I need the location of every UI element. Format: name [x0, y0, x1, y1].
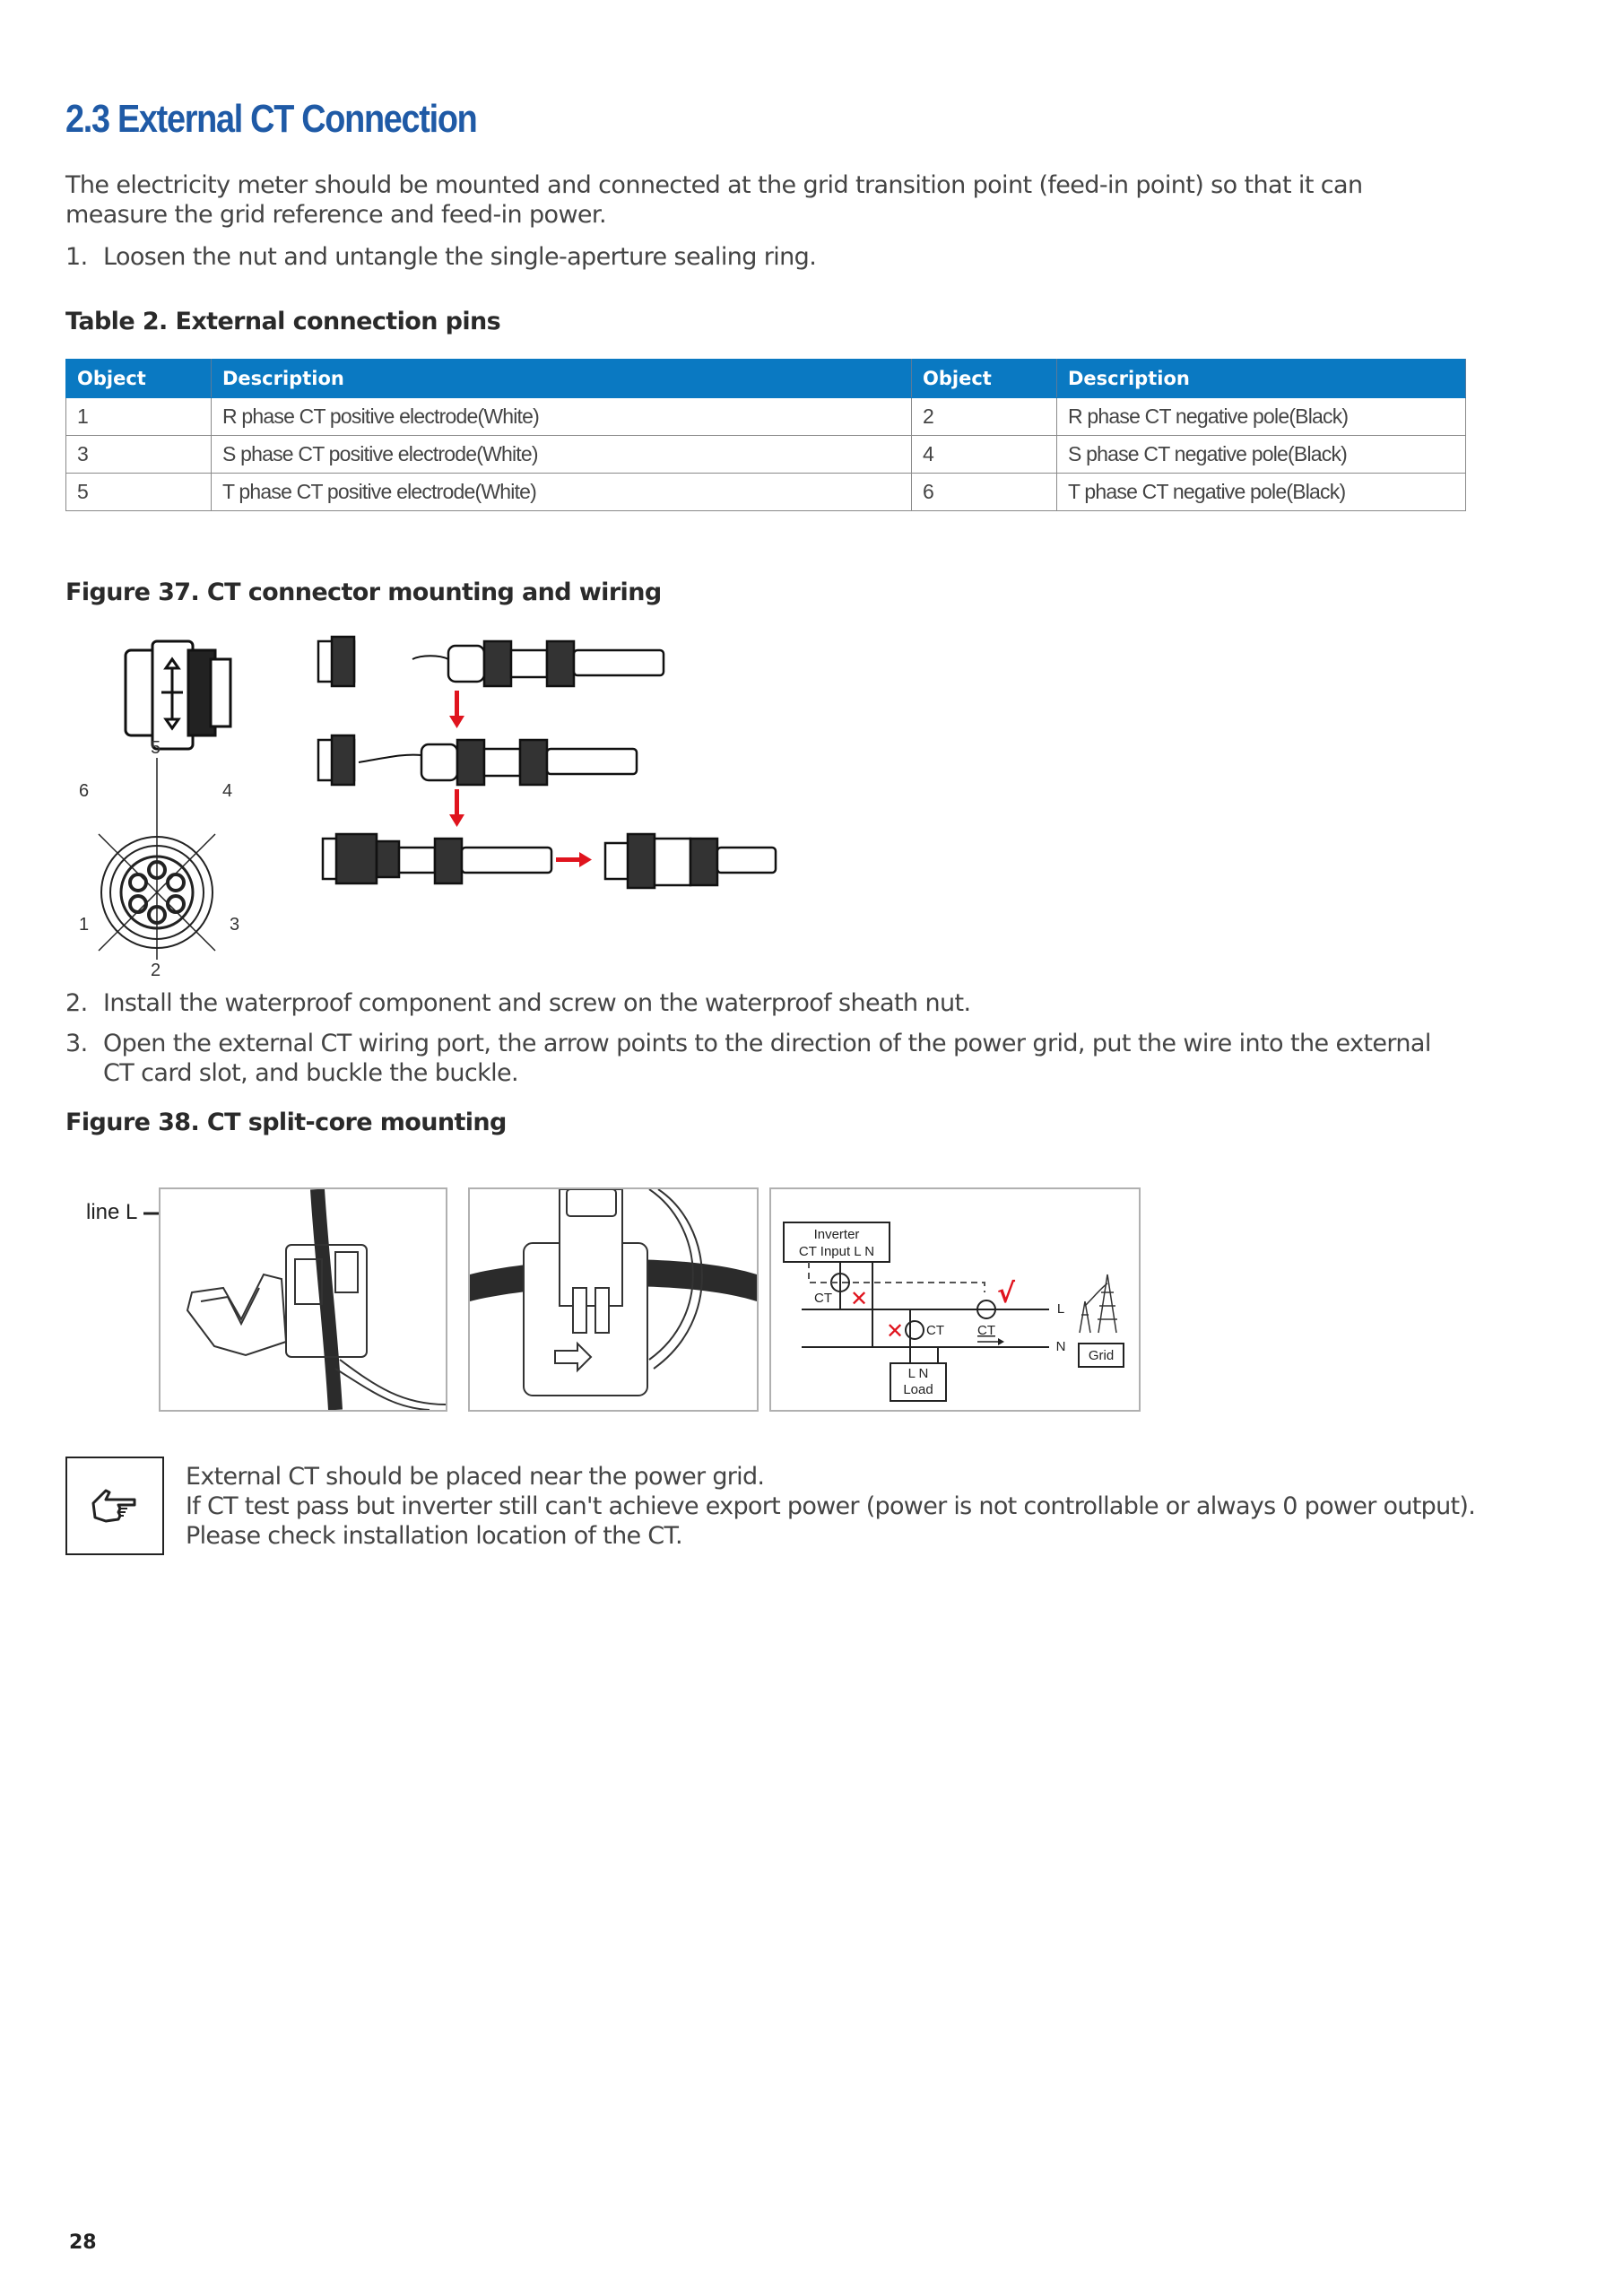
- svg-text:L: L: [1056, 1301, 1065, 1317]
- step-number: 3.: [65, 1030, 88, 1057]
- wrong-mark-icon: ✕: [885, 1318, 905, 1344]
- correct-mark-icon: √: [996, 1278, 1016, 1309]
- ct-clamp-side-drawing-icon: [161, 1189, 446, 1410]
- step-3: [65, 1029, 1464, 1088]
- svg-text:5: 5: [151, 738, 161, 758]
- svg-text:N: N: [1055, 1339, 1066, 1354]
- table-cell: 1: [66, 398, 212, 436]
- svg-text:6: 6: [79, 781, 90, 801]
- ct-wiring-diagram-panel: [769, 1187, 1141, 1412]
- table-cell: S phase CT positive electrode(White): [212, 436, 912, 474]
- svg-text:Load: Load: [903, 1382, 933, 1397]
- table-cell: T phase CT positive electrode(White): [212, 474, 912, 511]
- ct-wiring-diagram: [771, 1189, 1139, 1410]
- svg-text:CT Input L N: CT Input L N: [798, 1244, 875, 1259]
- table-cell: S phase CT negative pole(Black): [1057, 436, 1466, 474]
- svg-text:Inverter: Inverter: [813, 1227, 860, 1242]
- table-caption: Table 2. External connection pins: [65, 308, 501, 335]
- figure-37-caption: Figure 37. CT connector mounting and wiring: [65, 578, 662, 606]
- table-cell: 2: [912, 398, 1057, 436]
- svg-text:CT: CT: [926, 1323, 944, 1338]
- table-cell: 4: [912, 436, 1057, 474]
- svg-text:2: 2: [151, 961, 161, 978]
- svg-text:1: 1: [79, 915, 90, 935]
- page-number: 28: [69, 2231, 97, 2254]
- svg-text:CT: CT: [977, 1323, 995, 1338]
- table-cell: R phase CT negative pole(Black): [1057, 398, 1466, 436]
- pointing-hand-icon: [88, 1483, 142, 1528]
- intro-paragraph: The electricity meter should be mounted and connected at the grid transition point (feed-in point) so that it can measure the grid reference and feed-in power.: [65, 171, 1363, 229]
- svg-text:4: 4: [222, 781, 233, 801]
- note-text: [186, 1462, 1495, 1551]
- ct-clamp-panel-front: [468, 1187, 759, 1412]
- step-1: [65, 242, 1464, 272]
- figure-37-connector-illustration: [63, 619, 780, 978]
- table-cell: 3: [66, 436, 212, 474]
- step-number: 1.: [65, 243, 88, 271]
- svg-text:Grid: Grid: [1088, 1348, 1115, 1363]
- step-2: [65, 988, 1464, 1018]
- note-line: Please check installation location of the CT.: [186, 1522, 682, 1550]
- connector-drawing-icon: [63, 619, 780, 978]
- table-header-row: [66, 360, 1466, 398]
- power-tower-icon: [1080, 1274, 1117, 1333]
- wrong-mark-icon: ✕: [849, 1286, 869, 1311]
- figure-38-caption: Figure 38. CT split-core mounting: [65, 1109, 507, 1136]
- header-object: Object: [66, 360, 212, 398]
- section-title: 2.3 External CT Connection: [65, 97, 477, 141]
- line-l-label: line L: [86, 1200, 138, 1224]
- ct-clamp-front-drawing-icon: [470, 1189, 757, 1410]
- table-cell: T phase CT negative pole(Black): [1057, 474, 1466, 511]
- table-cell: 5: [66, 474, 212, 511]
- table-row: [66, 436, 1466, 474]
- external-connection-pins-table: [65, 359, 1466, 511]
- svg-text:L N: L N: [907, 1366, 929, 1381]
- step-number: 2.: [65, 989, 88, 1017]
- table-cell: R phase CT positive electrode(White): [212, 398, 912, 436]
- step-text: Loosen the nut and untangle the single-aperture sealing ring.: [103, 243, 817, 271]
- table-cell: 6: [912, 474, 1057, 511]
- svg-text:3: 3: [230, 915, 240, 935]
- step-text: Install the waterproof component and screw on the waterproof sheath nut.: [103, 989, 971, 1017]
- header-description: Description: [1057, 360, 1466, 398]
- svg-text:CT: CT: [814, 1291, 832, 1306]
- table-row: [66, 474, 1466, 511]
- note-line: External CT should be placed near the power grid.: [186, 1463, 765, 1491]
- header-description: Description: [212, 360, 912, 398]
- step-text: Open the external CT wiring port, the arrow points to the direction of the power grid, put the wire into the external CT card slot, and buckle the buckle.: [103, 1030, 1431, 1087]
- note-box: [65, 1457, 164, 1555]
- ct-clamp-panel-side: [159, 1187, 447, 1412]
- table-row: [66, 398, 1466, 436]
- header-object: Object: [912, 360, 1057, 398]
- note-line: If CT test pass but inverter still can't achieve export power (power is not controllable or always 0 power output).: [186, 1492, 1476, 1520]
